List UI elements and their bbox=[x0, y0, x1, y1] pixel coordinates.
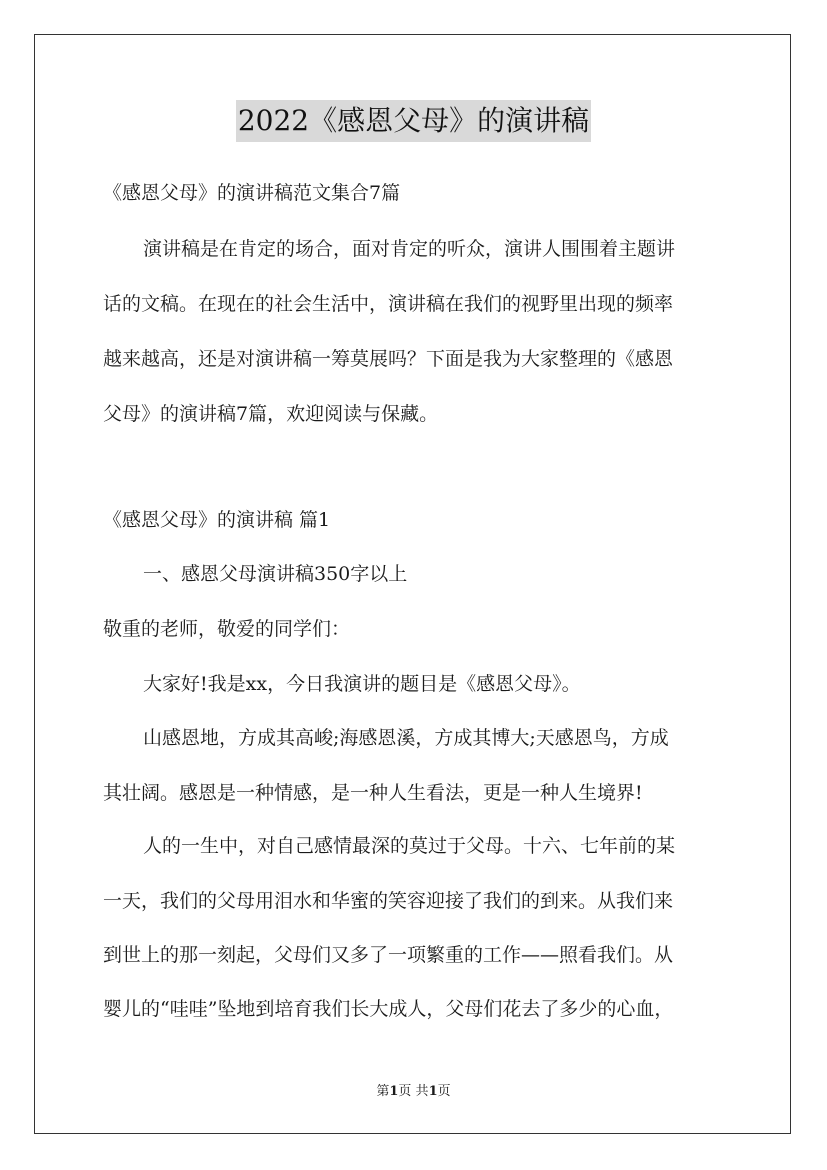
subtitle-line: 《感恩父母》的演讲稿范文集合7篇 bbox=[103, 182, 401, 204]
salutation-line: 敬重的老师，敬爱的同学们： bbox=[103, 618, 351, 640]
intro-line-2: 话的文稿。在现在的社会生活中，演讲稿在我们的视野里出现的频率 bbox=[103, 293, 674, 315]
intro-line-4: 父母》的演讲稿7篇，欢迎阅读与保藏。 bbox=[103, 403, 439, 425]
intro-line-1: 演讲稿是在肯定的场合，面对肯定的听众，演讲人围围着主题讲 bbox=[143, 238, 676, 260]
body-line-6: 婴儿的“哇哇”坠地到培育我们长大成人，父母们花去了多少的心血， bbox=[103, 998, 674, 1020]
document-title: 2022《感恩父母》的演讲稿 bbox=[236, 100, 591, 142]
footer-total-pages: 1 bbox=[428, 1084, 438, 1099]
sub-heading: 一、感恩父母演讲稿350字以上 bbox=[143, 563, 408, 585]
body-line-5: 到世上的那一刻起，父母们又多了一项繁重的工作——照看我们。从 bbox=[103, 944, 674, 966]
footer-page-suffix: 页 共 bbox=[398, 1084, 429, 1099]
section-heading: 《感恩父母》的演讲稿 篇1 bbox=[103, 509, 331, 531]
body-line-2: 其壮阔。感恩是一种情感，是一种人生看法，更是一种人生境界! bbox=[103, 782, 643, 804]
intro-line-3: 越来越高，还是对演讲稿一筹莫展吗？下面是我为大家整理的《感恩 bbox=[103, 348, 674, 370]
greeting-line: 大家好!我是xx，今日我演讲的题目是《感恩父母》。 bbox=[143, 673, 581, 695]
title-container bbox=[0, 100, 827, 142]
footer-total-suffix: 页 bbox=[437, 1084, 451, 1099]
body-line-4: 一天，我们的父母用泪水和华蜜的笑容迎接了我们的到来。从我们来 bbox=[103, 890, 674, 912]
footer-page-prefix: 第 bbox=[376, 1084, 390, 1099]
footer-page-number: 1 bbox=[389, 1084, 399, 1099]
body-line-1: 山感恩地，方成其高峻;海感恩溪，方成其博大;天感恩鸟，方成 bbox=[143, 727, 669, 749]
page-footer bbox=[0, 1084, 827, 1100]
body-line-3: 人的一生中，对自己感情最深的莫过于父母。十六、七年前的某 bbox=[143, 835, 676, 857]
